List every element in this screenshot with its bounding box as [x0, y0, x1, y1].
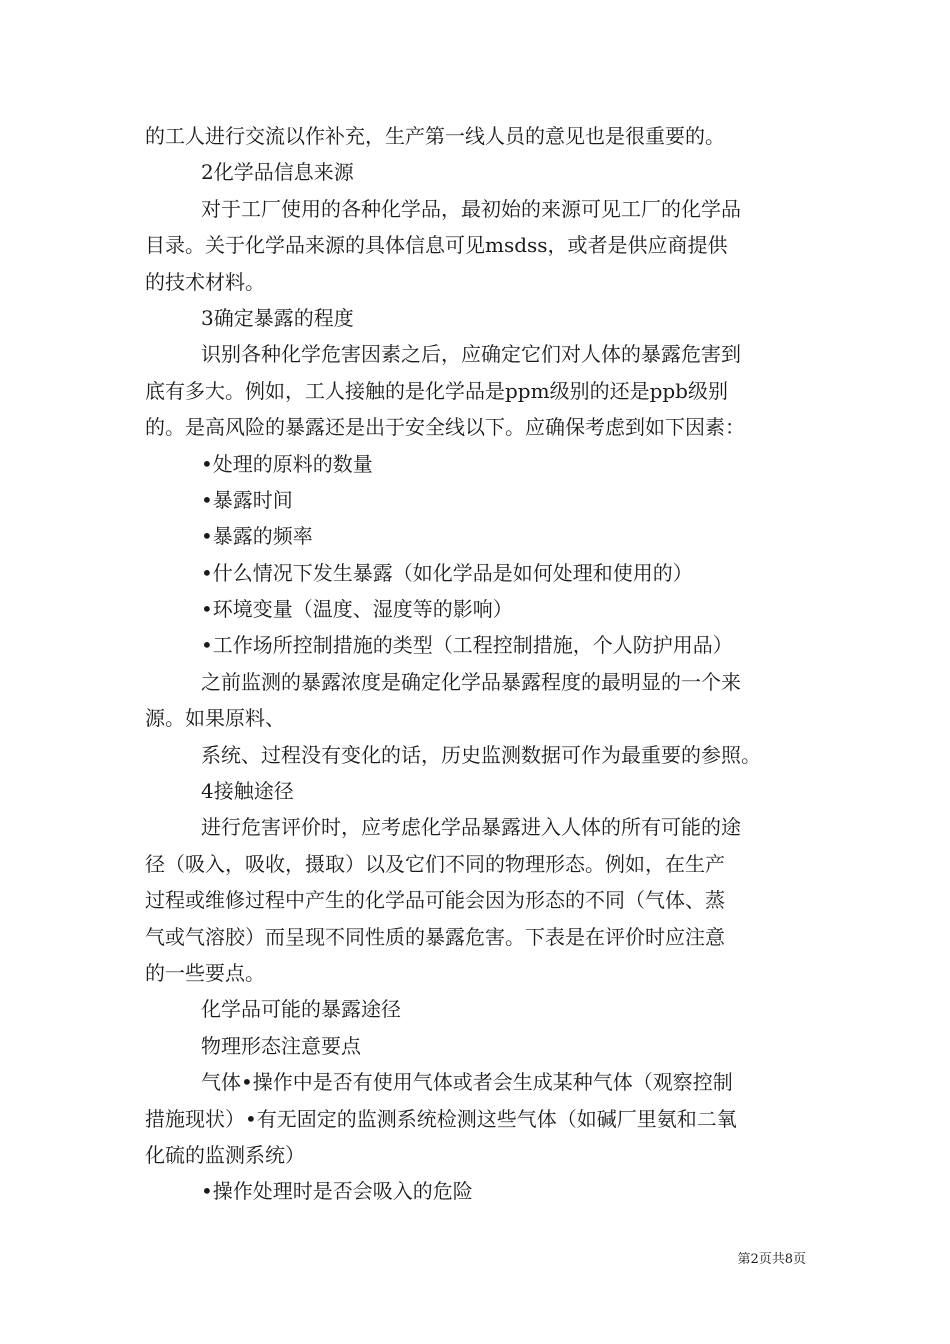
text-line: •处理的原料的数量: [201, 451, 373, 476]
text-line: 措施现状）•有无固定的监测系统检测这些气体（如碱厂里氨和二氧: [145, 1106, 737, 1131]
text-line: 径（吸入，吸收，摄取）以及它们不同的物理形态。例如，在生产: [145, 851, 725, 876]
text-line: 物理形态注意要点: [201, 1033, 361, 1058]
text-line: 3确定暴露的程度: [201, 305, 354, 330]
text-line: •工作场所控制措施的类型（工程控制措施，个人防护用品）: [201, 633, 733, 658]
text-line: •环境变量（温度、湿度等的影响）: [201, 597, 513, 622]
text-line: 气或气溶胶）而呈现不同性质的暴露危害。下表是在评价时应注意: [145, 924, 725, 949]
text-line: 进行危害评价时，应考虑化学品暴露进入人体的所有可能的途: [201, 815, 741, 840]
page-number-footer: 第2页共8页: [737, 1252, 806, 1267]
text-line: 底有多大。例如，工人接触的是化学品是ppm级别的还是ppb级别: [145, 378, 728, 403]
text-line: 的一些要点。: [145, 960, 265, 985]
text-line: 识别各种化学危害因素之后，应确定它们对人体的暴露危害到: [201, 342, 741, 367]
text-line: 目录。关于化学品来源的具体信息可见msdss，或者是供应商提供: [145, 233, 728, 258]
text-line: •暴露的频率: [201, 524, 313, 549]
text-line: •什么情况下发生暴露（如化学品是如何处理和使用的）: [201, 560, 693, 585]
text-line: 4接触途径: [201, 779, 294, 804]
text-line: 化学品可能的暴露途径: [201, 997, 401, 1022]
text-line: 过程或维修过程中产生的化学品可能会因为形态的不同（气体、蒸: [145, 888, 725, 913]
text-line: 的工人进行交流以作补充，生产第一线人员的意见也是很重要的。: [145, 124, 725, 148]
text-line: 之前监测的暴露浓度是确定化学品暴露程度的最明显的一个来: [201, 669, 741, 694]
text-line: 的技术材料。: [145, 269, 265, 294]
document-body: [145, 118, 810, 1210]
text-line: 气体•操作中是否有使用气体或者会生成某种气体（观察控制: [201, 1070, 733, 1095]
text-line: 系统、过程没有变化的话，历史监测数据可作为最重要的参照。: [201, 742, 761, 767]
text-line: 化硫的监测系统）: [145, 1142, 305, 1167]
text-line: 对于工厂使用的各种化学品，最初始的来源可见工厂的化学品: [201, 196, 741, 221]
text-line: •暴露时间: [201, 487, 293, 512]
text-line: 2化学品信息来源: [201, 160, 354, 185]
text-line: •操作处理时是否会吸入的危险: [201, 1179, 473, 1204]
text-line: 源。如果原料、: [145, 706, 285, 731]
text-line: 的。是高风险的暴露还是出于安全线以下。应确保考虑到如下因素：: [145, 415, 745, 440]
